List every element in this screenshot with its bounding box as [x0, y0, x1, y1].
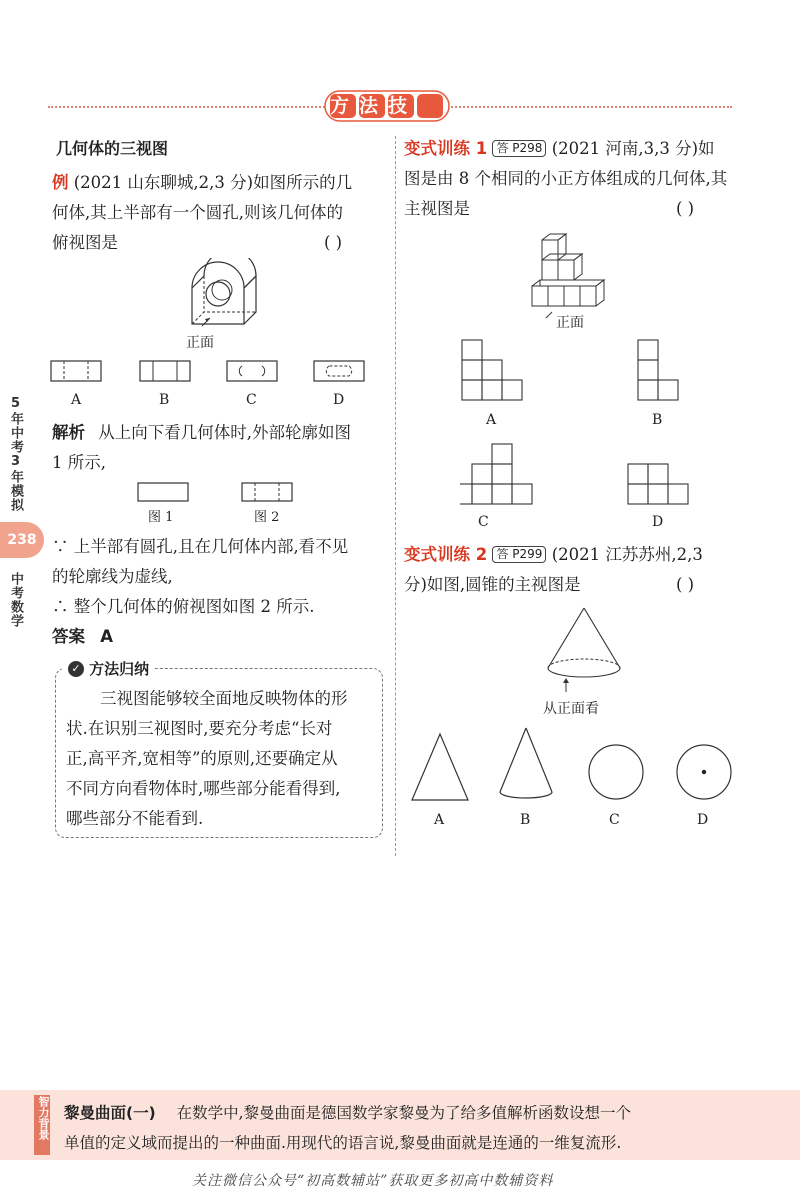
- ex1-option-d-view: [628, 464, 688, 504]
- ex2-option-d-view: [677, 745, 731, 799]
- analysis-line-3: ∵ 上半部有圆孔,且在几何体内部,看不见: [52, 537, 349, 556]
- analysis-figures: [136, 480, 306, 506]
- exercise2-text-1: (2021 江苏苏州,2,3: [551, 545, 703, 564]
- analysis-line-2: 1 所示,: [52, 453, 106, 472]
- footer-text-1: 在数学中,黎曼曲面是德国数学家黎曼为了给多值解析函数设想一个: [176, 1104, 632, 1122]
- exercise1-line-3: 主视图是: [404, 199, 470, 218]
- header-title: 方法技巧: [330, 95, 418, 143]
- answer-value: A: [100, 627, 114, 646]
- answer-label: 答案: [52, 627, 85, 646]
- ex2-option-c-view: [589, 745, 643, 799]
- example-option-b: B: [159, 392, 170, 408]
- pencil-check-icon: ✓: [68, 661, 84, 677]
- footer-line-1: [64, 1098, 631, 1128]
- exercise1-figure-label: 正面: [556, 315, 584, 331]
- ex1-option-a: A: [486, 412, 497, 428]
- example-answer-paren: ( ): [324, 233, 343, 252]
- exercise1-answer-paren: ( ): [676, 199, 695, 218]
- example-option-c: C: [246, 392, 257, 408]
- ex2-option-a: A: [434, 812, 445, 828]
- ex1-option-d: D: [652, 514, 664, 530]
- summary-line-2: 状.在识别三视图时,要充分考虑“长对: [66, 719, 333, 738]
- analysis-line-1: [52, 418, 351, 448]
- exercise2-figure-label: 从正面看: [543, 701, 599, 717]
- ex2-option-c: C: [609, 812, 620, 828]
- exercise1-label: 变式训练 1: [404, 139, 488, 158]
- ex2-option-a-view: [412, 734, 468, 800]
- exercise1-text-1: (2021 河南,3,3 分)如: [551, 139, 715, 158]
- example-options-figure: [50, 358, 370, 386]
- option-d-view: [314, 361, 364, 381]
- analysis-label: 解析: [52, 423, 85, 442]
- summary-line-1: 三视图能够较全面地反映物体的形: [100, 689, 348, 708]
- option-c-view: [227, 361, 277, 381]
- summary-line-3: 正,高平齐,宽相等”的原则,还要确定从: [66, 749, 338, 768]
- ex1-option-b-view: [638, 340, 678, 400]
- example-option-a: A: [71, 392, 82, 408]
- summary-line-5: 哪些部分不能看到.: [66, 809, 204, 828]
- option-a-view: [51, 361, 101, 381]
- figure-1-caption: 图 1: [148, 510, 174, 525]
- exercise1-line-2: 图是由 8 个相同的小正方体组成的几何体,其: [404, 169, 728, 188]
- example-figure-label: 正面: [186, 335, 214, 351]
- example-text-1: (2021 山东聊城,2,3 分)如图所示的几: [73, 173, 353, 192]
- analysis-line-5: ∴ 整个几何体的俯视图如图 2 所示.: [52, 597, 315, 616]
- exercise2-line-2: 分)如图,圆锥的主视图是: [404, 575, 581, 594]
- ex2-option-d: D: [697, 812, 709, 828]
- exercise2-label: 变式训练 2: [404, 545, 488, 564]
- exercise2-answer-paren: ( ): [676, 575, 695, 594]
- ex1-option-b: B: [652, 412, 663, 428]
- exercise2-options-figure: [404, 726, 740, 808]
- option-b-view: [140, 361, 190, 381]
- footer-tag-text: 智力背景: [37, 1096, 50, 1140]
- figure-2-caption: 图 2: [254, 510, 280, 525]
- ex2-option-b-view: [500, 728, 552, 798]
- exercise1-line-1: [404, 134, 715, 164]
- summary-header: [62, 658, 155, 679]
- example-line-1: [52, 168, 352, 198]
- summary-line-4: 不同方向看物体时,哪些部分能看得到,: [66, 779, 341, 798]
- column-divider: [395, 136, 396, 856]
- footer-line-2: 单值的定义域而提出的一种曲面.用现代的语言说,黎曼曲面就是连通的一维复流形.: [64, 1134, 622, 1152]
- exercise1-ref: 答 P298: [492, 140, 546, 157]
- ex1-option-a-view: [462, 340, 522, 400]
- exercise2-ref: 答 P299: [492, 546, 546, 563]
- analysis-text-1: 从上向下看几何体时,外部轮廓如图: [98, 423, 351, 442]
- exercise2-line-1: [404, 540, 703, 570]
- ex1-option-c-view: [460, 444, 532, 504]
- example-line-3: 俯视图是: [52, 233, 118, 252]
- page-number: 238: [0, 522, 44, 558]
- exercise2-cone-figure: [540, 604, 640, 704]
- example-line-2: 何体,其上半部有一个圆孔,则该几何体的: [52, 203, 343, 222]
- example-option-d: D: [333, 392, 345, 408]
- answer-line: [52, 622, 113, 652]
- footer-title: 黎曼曲面(一): [64, 1104, 156, 1122]
- exercise1-cubes-figure: [528, 228, 610, 318]
- sidebar-series: 5年中考3年模拟: [8, 396, 23, 512]
- ex2-option-b: B: [520, 812, 531, 828]
- watermark: 关注微信公众号“初高数辅站”获取更多初高中数辅资料: [192, 1173, 554, 1189]
- example-label: 例: [52, 173, 69, 192]
- summary-title: 方法归纳: [89, 660, 150, 678]
- section-title: 几何体的三视图: [56, 139, 169, 158]
- analysis-line-4: 的轮廓线为虚线,: [52, 567, 173, 586]
- ex1-option-c: C: [478, 514, 489, 530]
- header-badge: [322, 88, 452, 143]
- sidebar-subject: 中考数学: [8, 572, 23, 628]
